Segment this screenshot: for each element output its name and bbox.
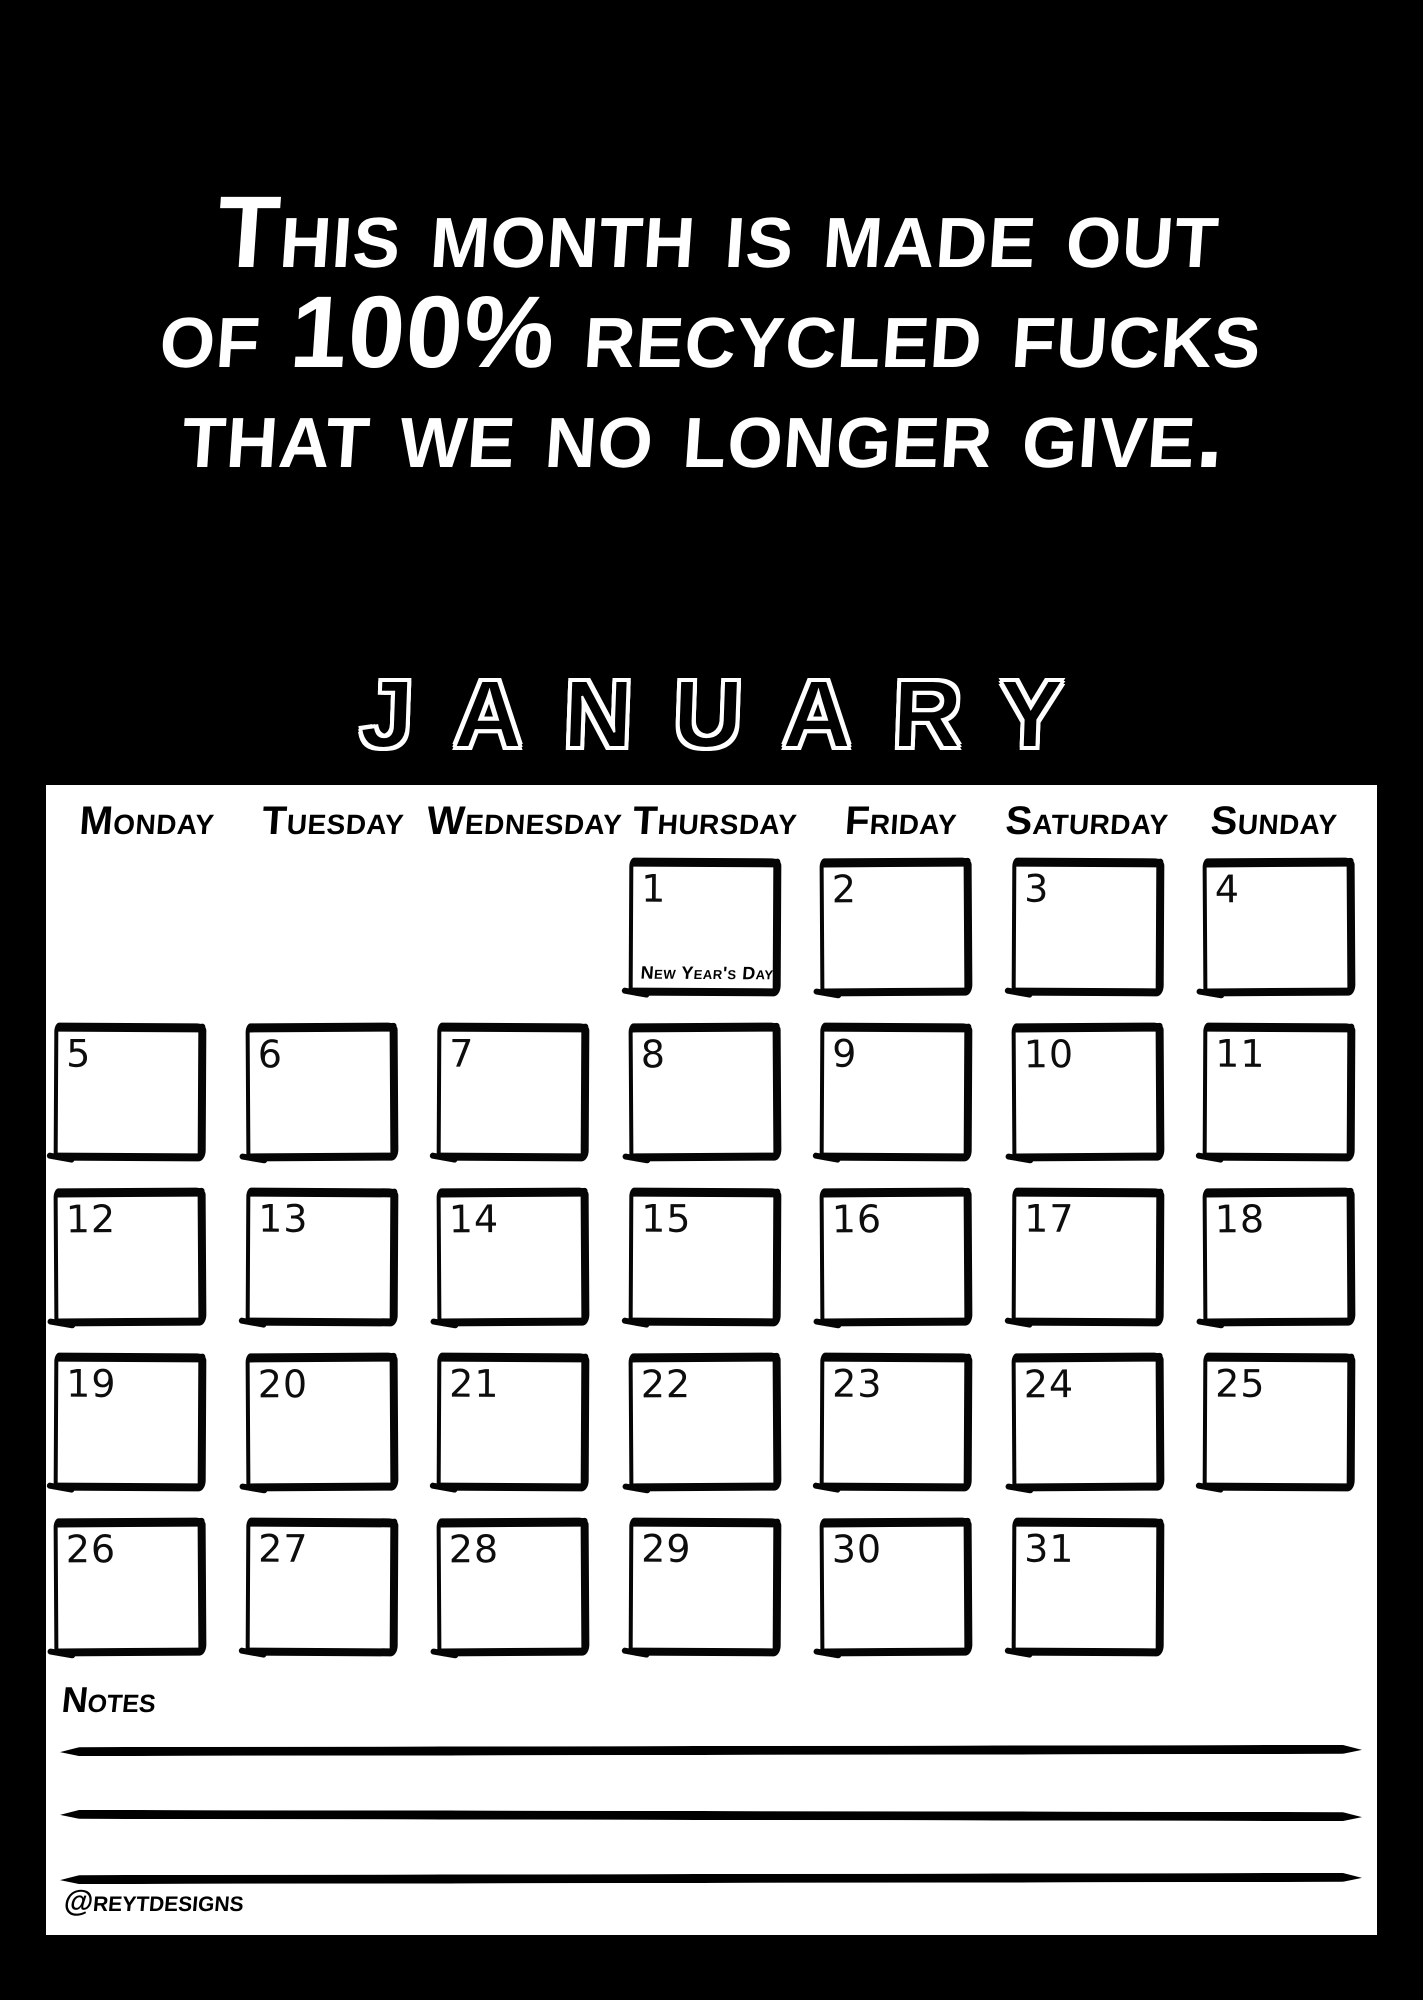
day-cell	[629, 1023, 821, 1163]
day-box	[1011, 1188, 1164, 1327]
day-cell	[820, 1518, 1012, 1658]
day-cell	[1012, 1353, 1204, 1493]
day-number: 20	[257, 1362, 308, 1407]
day-box	[820, 1188, 973, 1327]
weekday-header-monday: Monday	[78, 799, 217, 843]
day-number: 27	[257, 1526, 309, 1571]
day-number: 12	[65, 1197, 117, 1242]
day-box	[437, 1188, 590, 1327]
day-cell	[1012, 1518, 1204, 1658]
day-box	[1203, 1023, 1356, 1162]
day-cell	[1012, 1188, 1204, 1328]
day-number: 6	[257, 1032, 283, 1077]
day-number: 2	[831, 867, 858, 912]
day-number: 23	[832, 1361, 883, 1406]
day-cell	[820, 858, 1012, 998]
day-cell	[629, 1188, 821, 1328]
day-cell	[246, 1353, 438, 1493]
day-box	[628, 1518, 781, 1657]
weekday-header-saturday: Saturday	[1004, 799, 1171, 843]
empty-day-cell	[437, 858, 629, 998]
calendar-panel	[46, 785, 1377, 1935]
weekday-header-row	[54, 799, 1367, 843]
notes-ruled-line	[60, 1873, 1362, 1884]
day-number: 10	[1023, 1032, 1074, 1077]
weekday-header-sunday: Sunday	[1208, 799, 1339, 843]
day-number: 18	[1214, 1197, 1266, 1242]
notes-ruled-line	[60, 1810, 1362, 1821]
day-cell	[54, 1353, 246, 1493]
day-number: 14	[448, 1197, 500, 1242]
day-box	[820, 1353, 973, 1492]
day-number: 30	[831, 1527, 883, 1572]
day-cell	[820, 1023, 1012, 1163]
day-box	[820, 1518, 973, 1657]
quote-line-1: This month is made out	[213, 175, 1224, 289]
day-box	[437, 1353, 590, 1492]
notes-label: Notes	[59, 1679, 159, 1720]
day-cell	[246, 1518, 438, 1658]
day-cell	[246, 1023, 438, 1163]
day-number: 24	[1023, 1362, 1074, 1407]
day-box	[437, 1518, 590, 1657]
day-box	[245, 1023, 398, 1162]
day-box	[1011, 1518, 1164, 1657]
day-number: 16	[831, 1197, 883, 1242]
day-box	[245, 1188, 398, 1327]
weekday-header-wednesday: Wednesday	[425, 799, 624, 843]
quote-line-2: of 100% recycled fucks	[156, 275, 1267, 389]
day-cell	[820, 1353, 1012, 1493]
quote-line-3: that we no longer give.	[179, 375, 1230, 489]
day-cell	[437, 1188, 629, 1328]
day-cell	[437, 1518, 629, 1658]
day-box	[628, 858, 781, 997]
day-number: 19	[66, 1361, 117, 1406]
day-number: 21	[449, 1361, 500, 1406]
holiday-label: New Year's Day	[639, 962, 774, 984]
day-box	[245, 1353, 398, 1492]
designer-credit: @reytdesigns	[62, 1885, 246, 1918]
day-cell	[1203, 1023, 1395, 1163]
day-box	[245, 1518, 398, 1657]
notes-ruled-line	[60, 1745, 1362, 1756]
day-box	[820, 1023, 973, 1162]
empty-day-cell	[1203, 1518, 1395, 1658]
day-cell	[437, 1353, 629, 1493]
day-cell	[437, 1023, 629, 1163]
day-cell	[629, 1353, 821, 1493]
day-number: 1	[640, 866, 667, 911]
day-box	[1203, 1353, 1356, 1492]
day-number: 3	[1023, 866, 1050, 911]
day-cell	[1203, 858, 1395, 998]
weekday-header-tuesday: Tuesday	[260, 799, 406, 843]
day-number: 26	[65, 1527, 117, 1572]
day-box	[54, 1188, 207, 1327]
day-cell	[1203, 1353, 1395, 1493]
day-cell	[246, 1188, 438, 1328]
day-box	[54, 1353, 207, 1492]
month-title: JANUARY	[358, 661, 1105, 768]
day-box	[1011, 1023, 1164, 1162]
day-number: 15	[640, 1196, 692, 1241]
quote-text	[0, 175, 1423, 489]
day-number: 28	[448, 1527, 500, 1572]
day-box	[1011, 1353, 1164, 1492]
day-cell	[1012, 1023, 1204, 1163]
day-cell	[54, 1188, 246, 1328]
day-cell	[820, 1188, 1012, 1328]
day-number: 22	[640, 1362, 691, 1407]
day-box	[437, 1023, 590, 1162]
days-grid	[54, 858, 1395, 1658]
day-number: 8	[640, 1032, 666, 1077]
day-box	[820, 858, 973, 997]
weekday-header-friday: Friday	[843, 799, 959, 843]
day-box	[1011, 858, 1164, 997]
day-number: 9	[832, 1031, 858, 1076]
day-number: 7	[449, 1031, 475, 1076]
empty-day-cell	[246, 858, 438, 998]
day-cell	[54, 1518, 246, 1658]
day-number: 4	[1214, 867, 1241, 912]
day-cell	[629, 858, 821, 998]
day-box	[628, 1353, 781, 1492]
day-box	[1203, 1188, 1356, 1327]
empty-day-cell	[54, 858, 246, 998]
day-cell	[54, 1023, 246, 1163]
weekday-header-thursday: Thursday	[631, 799, 799, 843]
day-number: 17	[1023, 1196, 1075, 1241]
day-number: 11	[1215, 1031, 1266, 1076]
day-number: 31	[1023, 1526, 1075, 1571]
day-number: 13	[257, 1196, 309, 1241]
day-box	[628, 1023, 781, 1162]
day-box	[54, 1023, 207, 1162]
day-cell	[629, 1518, 821, 1658]
day-box	[1203, 858, 1356, 997]
day-box	[54, 1518, 207, 1657]
day-number: 5	[66, 1031, 92, 1076]
day-box	[628, 1188, 781, 1327]
day-cell	[1203, 1188, 1395, 1328]
day-cell	[1012, 858, 1204, 998]
day-number: 29	[640, 1526, 692, 1571]
day-number: 25	[1215, 1361, 1266, 1406]
